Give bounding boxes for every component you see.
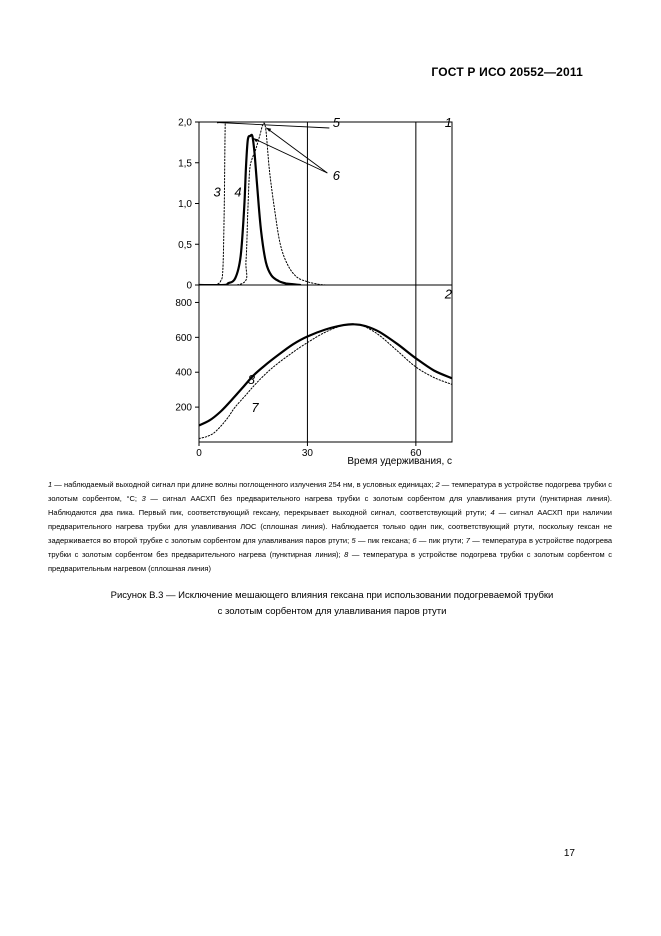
curve-label-3: 3 — [213, 184, 221, 200]
peak-pointer-lines — [217, 122, 329, 173]
curve-label-6: 6 — [332, 167, 340, 183]
document-standard-header: ГОСТ Р ИСО 20552—2011 — [431, 65, 583, 79]
pointer-5-dot — [217, 122, 219, 124]
legend-item-text: — наблюдаемый выходной сигнал при длине волны поглощенного излучения 254 нм, в условных единицах; — [52, 480, 436, 489]
legend-item-number: 4 — [490, 508, 495, 517]
y-tick-label: 800 — [175, 297, 192, 309]
chart-panel-2 — [175, 285, 452, 467]
legend-item-text: — сигнал ААСХП при наличии предварительного нагрева трубки для улавливания ЛОС (сплошная линия). Наблюдается только один пик, соответствующий ртути, поскольку гексан не задерживается во второй трубке с золотым сорбентом для улавливания паров ртути; — [48, 508, 612, 545]
y-tick-label: 0,5 — [178, 239, 192, 251]
curve-label-5: 5 — [332, 115, 340, 130]
x-axis-label: Время удерживания, с — [347, 456, 452, 467]
legend-item-number: 3 — [141, 494, 146, 503]
legend-text — [48, 480, 612, 573]
figure-caption — [82, 588, 582, 620]
y-tick-label: 200 — [175, 402, 192, 414]
legend-item-number: 2 — [435, 480, 440, 489]
curve-label-1: 1 — [444, 115, 453, 130]
chart-panel-1 — [178, 35, 452, 291]
page-number: 17 — [563, 848, 575, 859]
series-group — [199, 35, 326, 286]
legend-item-text: — сигнал ААСХП без предварительного нагрева трубки с золотым сорбентом для улавливания ртути (пунктирная линия). Наблюдаются два пика. Первый пик, соответствующий гексану, перекрывает выходной сигнал, соответствующий ртути; — [48, 494, 612, 517]
legend-item-number: 7 — [465, 536, 470, 545]
legend-item-text: — температура в устройстве подогрева трубки с золотым сорбентом, °С; — [48, 480, 613, 503]
x-tick-label: 30 — [301, 448, 313, 459]
curve-label-4: 4 — [234, 184, 242, 200]
legend-item-number: 1 — [48, 480, 53, 489]
series-line-8 — [199, 324, 452, 425]
legend-item-text: — температура в устройстве подогрева трубки с золотым сорбентом с предварительным нагревом (сплошная линия) — [48, 550, 612, 573]
series-line-7 — [199, 324, 452, 438]
y-tick-label: 0 — [186, 280, 192, 292]
panel-frame — [199, 122, 452, 285]
y-tick-label: 1,5 — [178, 158, 192, 170]
legend-item-number: 8 — [344, 550, 349, 559]
curve-label-2: 2 — [444, 286, 453, 302]
series-group — [199, 324, 452, 438]
y-tick-label: 400 — [175, 367, 192, 379]
figure-legend — [48, 478, 612, 576]
legend-item-number: 5 — [351, 536, 356, 545]
legend-item-text: — температура в устройстве подогрева трубки с золотым сорбентом без предварительного нагрева (пунктирная линия); — [48, 536, 613, 559]
pointer-6a — [253, 138, 327, 173]
series-line-4 — [199, 135, 300, 285]
y-tick-label: 1,0 — [178, 199, 192, 210]
legend-item-text: — пик ртути; — [416, 536, 466, 545]
series-line-3 — [199, 35, 232, 285]
pointer-5 — [218, 123, 330, 129]
curve-label-7: 7 — [251, 400, 259, 416]
legend-item-number: 6 — [412, 536, 417, 545]
pointer-6b — [266, 128, 327, 173]
y-tick-label: 600 — [175, 332, 192, 344]
x-tick-label: 60 — [410, 448, 422, 459]
legend-item-text: — пик гексана; — [355, 536, 413, 545]
series-line-hexane-retarded — [199, 123, 326, 285]
x-tick-label: 0 — [196, 448, 202, 459]
caption-line-1: Рисунок В.3 — Исключение мешающего влияния гексана при использовании подогреваемой трубки — [110, 590, 554, 601]
caption-line-2: с золотым сорбентом для улавливания паров ртути — [217, 606, 447, 617]
curve-label-8: 8 — [247, 372, 256, 388]
panel-frame — [199, 285, 452, 442]
y-tick-label: 2,0 — [178, 117, 192, 129]
